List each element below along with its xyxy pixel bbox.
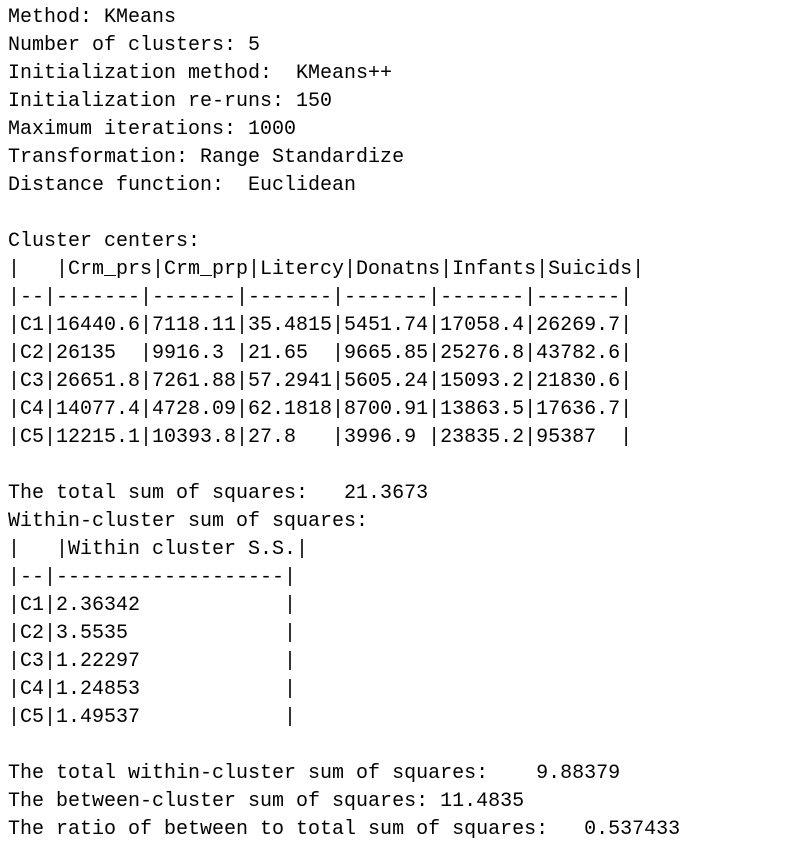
max-iterations-line: Maximum iterations: 1000 xyxy=(8,118,297,141)
ratio-line: The ratio of between to total sum of squares: 0.537433 xyxy=(8,818,681,841)
within-ss-title: Within-cluster sum of squares: xyxy=(8,510,369,533)
init-reruns-line: Initialization re-runs: 150 xyxy=(8,90,333,113)
between-ss-line: The between-cluster sum of squares: 11.4835 xyxy=(8,790,525,813)
blank-line xyxy=(8,732,798,760)
blank-line xyxy=(8,200,798,228)
within-row-c3: |C3|1.22297 | xyxy=(8,650,297,673)
centers-row-c3: |C3|26651.8|7261.88|57.2941|5605.24|15093.2|21830.6| xyxy=(8,370,633,393)
within-row-c1: |C1|2.36342 | xyxy=(8,594,297,617)
centers-row-c5: |C5|12215.1|10393.8|27.8 |3996.9 |23835.2|95387 | xyxy=(8,426,633,449)
within-table-separator: |--|-------------------| xyxy=(8,566,297,589)
within-row-c5: |C5|1.49537 | xyxy=(8,706,297,729)
method-line: Method: KMeans xyxy=(8,6,177,29)
within-row-c2: |C2|3.5535 | xyxy=(8,622,297,645)
total-within-ss-line: The total within-cluster sum of squares: 9.88379 xyxy=(8,762,621,785)
within-table-header: | |Within cluster S.S.| xyxy=(8,538,309,561)
total-ss-line: The total sum of squares: 21.3673 xyxy=(8,482,429,505)
centers-title: Cluster centers: xyxy=(8,230,201,253)
centers-table-separator: |--|-------|-------|-------|-------|-------|-------| xyxy=(8,286,633,309)
clusters-line: Number of clusters: 5 xyxy=(8,34,261,57)
distance-line: Distance function: Euclidean xyxy=(8,174,357,197)
centers-row-c1: |C1|16440.6|7118.11|35.4815|5451.74|17058.4|26269.7| xyxy=(8,314,633,337)
centers-row-c4: |C4|14077.4|4728.09|62.1818|8700.91|13863.5|17636.7| xyxy=(8,398,633,421)
within-row-c4: |C4|1.24853 | xyxy=(8,678,297,701)
centers-table-header: | |Crm_prs|Crm_prp|Litercy|Donatns|Infants|Suicids| xyxy=(8,258,645,281)
transformation-line: Transformation: Range Standardize xyxy=(8,146,405,169)
init-method-line: Initialization method: KMeans++ xyxy=(8,62,393,85)
centers-row-c2: |C2|26135 |9916.3 |21.65 |9665.85|25276.8|43782.6| xyxy=(8,342,633,365)
blank-line xyxy=(8,452,798,480)
